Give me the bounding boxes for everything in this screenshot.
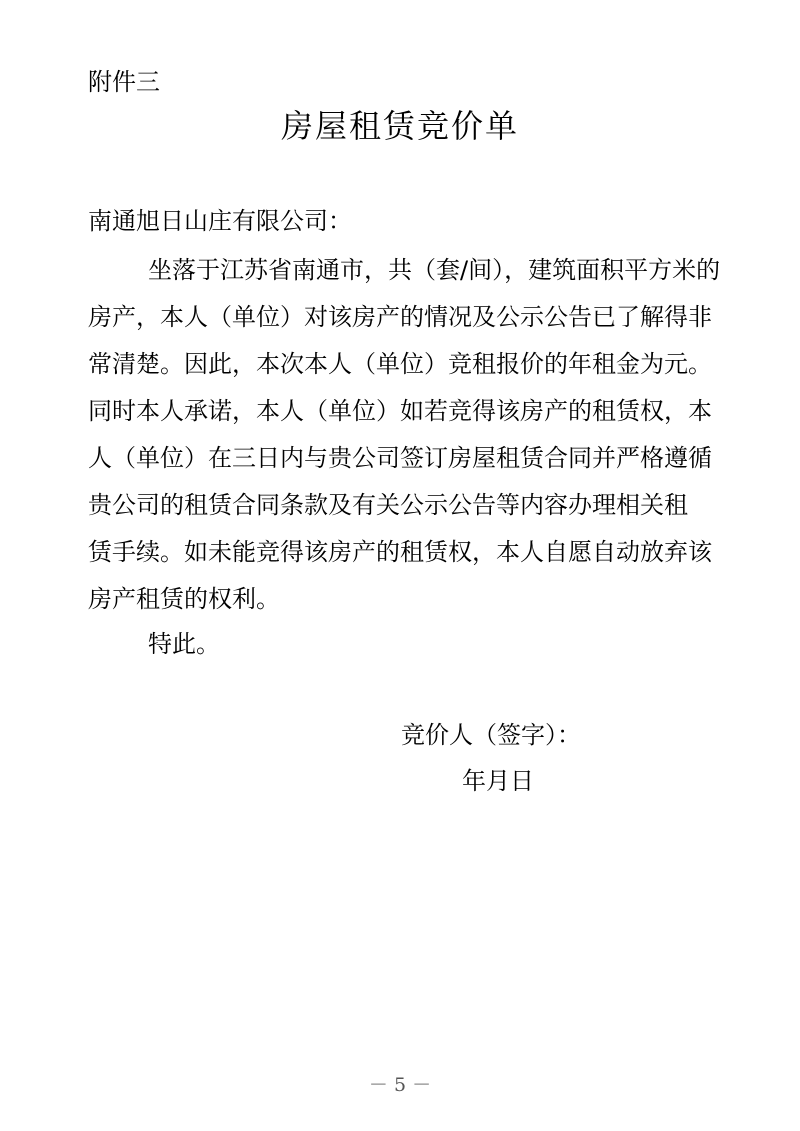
date-label: 年月日 — [462, 767, 534, 795]
attachment-label: 附件三 — [88, 68, 160, 96]
body-line-5: 人（单位）在三日内与贵公司签订房屋租赁合同并严格遵循 — [88, 444, 712, 472]
body-line-6: 贵公司的租赁合同条款及有关公示公告等内容办理相关租 — [88, 491, 688, 519]
document-title: 房屋租赁竞价单 — [280, 107, 519, 145]
signature-label: 竞价人（签字）： — [401, 721, 581, 749]
body-line-4: 同时本人承诺，本人（单位）如若竞得该房产的租赁权，本 — [88, 397, 712, 425]
recipient-line: 南通旭日山庄有限公司： — [88, 207, 352, 235]
body-line-3: 常清楚。因此，本次本人（单位）竞租报价的年租金为元。 — [88, 350, 712, 378]
body-line-2: 房产，本人（单位）对该房产的情况及公示公告已了解得非 — [88, 303, 712, 331]
page-number: － 5 － — [368, 1074, 432, 1096]
body-line-8: 房产租赁的权利。 — [88, 585, 280, 613]
body-line-1: 坐落于江苏省南通市，共（套/间），建筑面积平方米的 — [148, 256, 721, 284]
body-line-7: 赁手续。如未能竞得该房产的租赁权，本人自愿自动放弃该 — [88, 538, 712, 566]
closing-line: 特此。 — [148, 630, 220, 658]
